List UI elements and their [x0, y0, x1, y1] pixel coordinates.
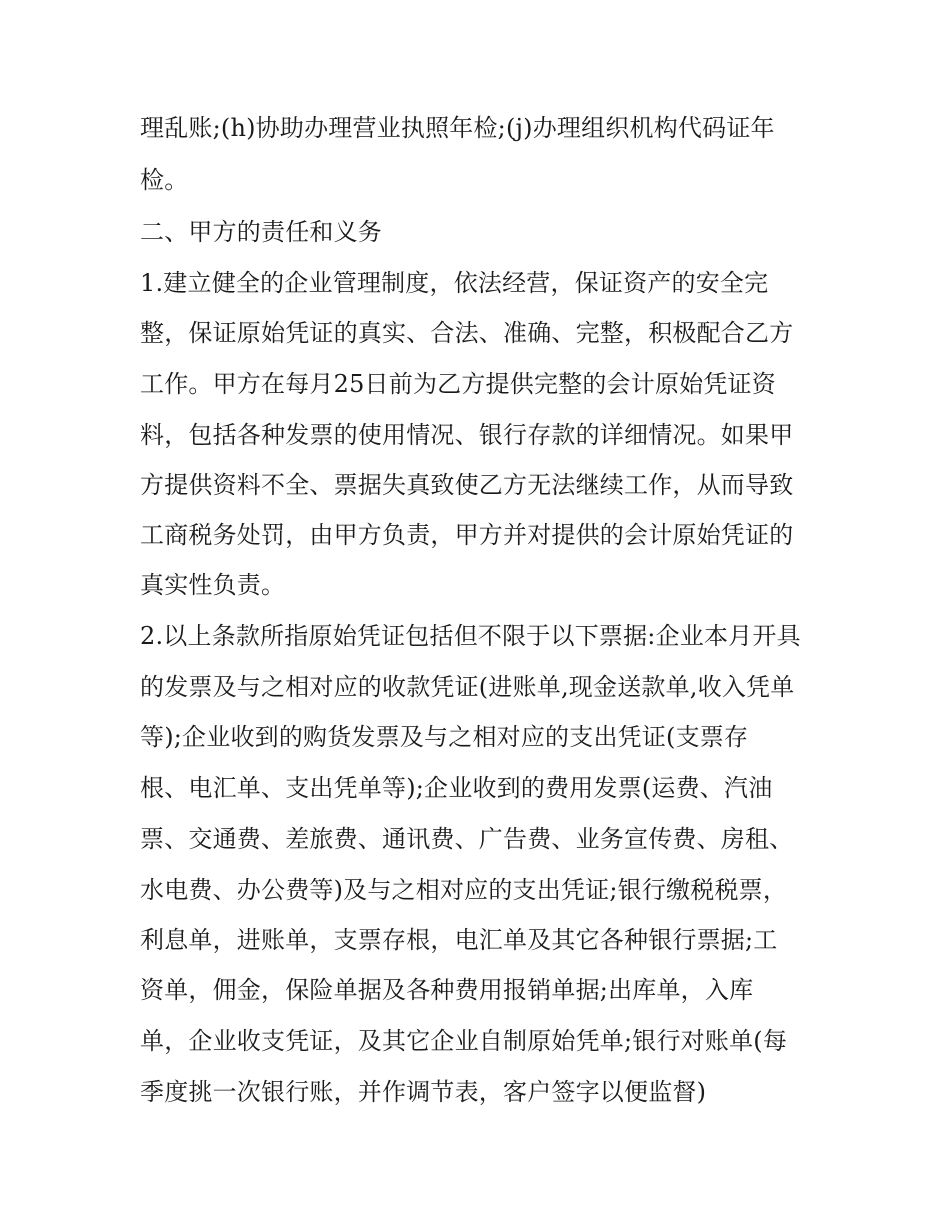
text-line: 季度挑一次银行账，并作调节表，客户签字以便监督) — [140, 1078, 707, 1106]
text-line: 票、交通费、差旅费、通讯费、广告费、业务宣传费、房租、 — [140, 825, 794, 853]
text-line: 利息单，进账单，支票存根，电汇单及其它各种银行票据;工 — [140, 926, 778, 954]
text-line: 水电费、办公费等)及与之相对应的支出凭证;银行缴税税票， — [140, 876, 788, 904]
section-heading: 二、甲方的责任和义务 — [140, 218, 382, 246]
text-line: 等);企业收到的购货发票及与之相对应的支出凭证(支票存 — [140, 723, 749, 751]
text-line: 单，企业收支凭证，及其它企业自制原始凭单;银行对账单(每 — [140, 1027, 788, 1055]
text-line: 工作。甲方在每月25日前为乙方提供完整的会计原始凭证资 — [140, 370, 776, 398]
text-line: 整，保证原始凭证的真实、合法、准确、完整，积极配合乙方 — [140, 319, 794, 347]
text-line: 资单，佣金，保险单据及各种费用报销单据;出库单，入库 — [140, 976, 754, 1004]
text-line: 1.建立健全的企业管理制度，依法经营，保证资产的安全完 — [140, 269, 769, 297]
text-line: 料，包括各种发票的使用情况、银行存款的详细情况。如果甲 — [140, 421, 794, 449]
text-line: 根、电汇单、支出凭单等);企业收到的费用发票(运费、汽油 — [140, 774, 773, 802]
text-line: 的发票及与之相对应的收款凭证(进账单,现金送款单,收入凭单 — [140, 673, 795, 701]
text-line: 理乱账;(h)协助办理营业执照年检;(j)办理组织机构代码证年 — [140, 114, 775, 142]
text-line: 方提供资料不全、票据失真致使乙方无法继续工作，从而导致 — [140, 471, 794, 499]
text-line: 检。 — [140, 166, 189, 194]
text-line: 真实性负责。 — [140, 571, 286, 599]
text-line: 2.以上条款所指原始凭证包括但不限于以下票据:企业本月开具 — [140, 622, 801, 650]
text-line: 工商税务处罚，由甲方负责，甲方并对提供的会计原始凭证的 — [140, 521, 794, 549]
